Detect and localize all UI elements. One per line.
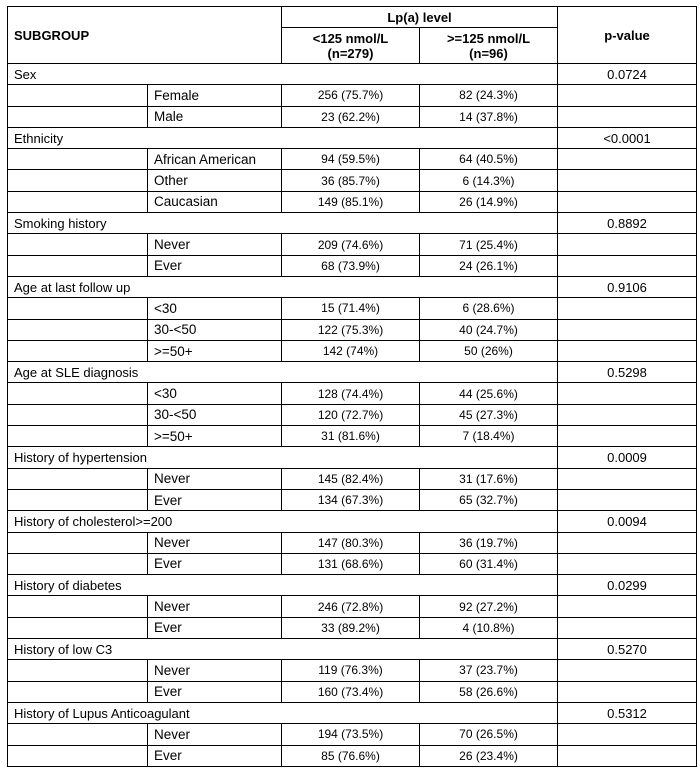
- indent-cell: [8, 234, 148, 255]
- group-empty-cell: [420, 64, 558, 85]
- indent-cell: [8, 255, 148, 276]
- level-label: 30-<50: [148, 319, 282, 340]
- low-count: 31 (81.6%): [282, 426, 420, 447]
- group-empty-cell: [420, 276, 558, 297]
- group-p-value: 0.9106: [558, 276, 697, 297]
- group-p-value: 0.0299: [558, 575, 697, 596]
- group-p-value: 0.5298: [558, 362, 697, 383]
- indent-cell: [8, 106, 148, 127]
- header-subgroup: SUBGROUP: [8, 7, 282, 64]
- group-empty-cell: [282, 127, 420, 148]
- table-row: [8, 724, 697, 745]
- indent-cell: [8, 85, 148, 106]
- indent-cell: [8, 319, 148, 340]
- group-row: [8, 64, 697, 85]
- high-count: 14 (37.8%): [420, 106, 558, 127]
- level-label: Never: [148, 234, 282, 255]
- table-row: [8, 681, 697, 702]
- high-count: 6 (14.3%): [420, 170, 558, 191]
- group-empty-cell: [282, 639, 420, 660]
- p-value-empty: [558, 596, 697, 617]
- low-count: 209 (74.6%): [282, 234, 420, 255]
- p-value-empty: [558, 660, 697, 681]
- table-row: [8, 532, 697, 553]
- low-count: 128 (74.4%): [282, 383, 420, 404]
- low-count: 160 (73.4%): [282, 681, 420, 702]
- low-count: 23 (62.2%): [282, 106, 420, 127]
- level-label: Female: [148, 85, 282, 106]
- level-label: <30: [148, 383, 282, 404]
- indent-cell: [8, 191, 148, 212]
- high-count: 31 (17.6%): [420, 468, 558, 489]
- group-p-value: 0.0009: [558, 447, 697, 468]
- subgroup-table: [7, 6, 697, 767]
- p-value-empty: [558, 234, 697, 255]
- high-count: 65 (32.7%): [420, 489, 558, 510]
- indent-cell: [8, 149, 148, 170]
- table-row: [8, 191, 697, 212]
- level-label: >=50+: [148, 340, 282, 361]
- low-count: 94 (59.5%): [282, 149, 420, 170]
- high-count: 44 (25.6%): [420, 383, 558, 404]
- p-value-empty: [558, 191, 697, 212]
- level-label: Ever: [148, 617, 282, 638]
- high-count: 70 (26.5%): [420, 724, 558, 745]
- level-label: Never: [148, 724, 282, 745]
- group-row: [8, 362, 697, 383]
- table-body: [8, 64, 697, 767]
- group-empty-cell: [282, 362, 420, 383]
- group-row: [8, 575, 697, 596]
- group-name: History of diabetes: [8, 575, 282, 596]
- level-label: Male: [148, 106, 282, 127]
- level-label: <30: [148, 298, 282, 319]
- group-empty-cell: [420, 575, 558, 596]
- table-row: [8, 298, 697, 319]
- header-high-group: >=125 nmol/L (n=96): [420, 28, 558, 64]
- header-p-value: p-value: [558, 7, 697, 64]
- group-name: Smoking history: [8, 213, 282, 234]
- low-count: 33 (89.2%): [282, 617, 420, 638]
- indent-cell: [8, 298, 148, 319]
- table-row: [8, 404, 697, 425]
- group-empty-cell: [420, 639, 558, 660]
- high-count: 60 (31.4%): [420, 553, 558, 574]
- group-empty-cell: [420, 702, 558, 723]
- high-count: 26 (23.4%): [420, 745, 558, 766]
- table-row: [8, 383, 697, 404]
- group-empty-cell: [420, 447, 558, 468]
- group-name: Age at SLE diagnosis: [8, 362, 282, 383]
- indent-cell: [8, 660, 148, 681]
- table-row: [8, 106, 697, 127]
- group-p-value: 0.5270: [558, 639, 697, 660]
- group-name: History of cholesterol>=200: [8, 511, 282, 532]
- indent-cell: [8, 468, 148, 489]
- indent-cell: [8, 745, 148, 766]
- low-count: 131 (68.6%): [282, 553, 420, 574]
- indent-cell: [8, 170, 148, 191]
- low-count: 145 (82.4%): [282, 468, 420, 489]
- level-label: Ever: [148, 681, 282, 702]
- table-row: [8, 340, 697, 361]
- table-row: [8, 255, 697, 276]
- group-name: Age at last follow up: [8, 276, 282, 297]
- low-count: 85 (76.6%): [282, 745, 420, 766]
- indent-cell: [8, 617, 148, 638]
- low-count: 122 (75.3%): [282, 319, 420, 340]
- group-p-value: 0.0094: [558, 511, 697, 532]
- indent-cell: [8, 383, 148, 404]
- group-row: [8, 127, 697, 148]
- low-count: 120 (72.7%): [282, 404, 420, 425]
- group-p-value: 0.0724: [558, 64, 697, 85]
- table-row: [8, 745, 697, 766]
- p-value-empty: [558, 340, 697, 361]
- level-label: Never: [148, 468, 282, 489]
- low-count: 119 (76.3%): [282, 660, 420, 681]
- low-count: 68 (73.9%): [282, 255, 420, 276]
- group-empty-cell: [420, 127, 558, 148]
- group-p-value: <0.0001: [558, 127, 697, 148]
- group-p-value: 0.8892: [558, 213, 697, 234]
- p-value-empty: [558, 553, 697, 574]
- p-value-empty: [558, 298, 697, 319]
- table-row: [8, 489, 697, 510]
- level-label: 30-<50: [148, 404, 282, 425]
- group-name: History of low C3: [8, 639, 282, 660]
- group-name: History of Lupus Anticoagulant: [8, 702, 282, 723]
- group-row: [8, 276, 697, 297]
- indent-cell: [8, 596, 148, 617]
- low-count: 142 (74%): [282, 340, 420, 361]
- level-label: Never: [148, 660, 282, 681]
- level-label: >=50+: [148, 426, 282, 447]
- p-value-empty: [558, 617, 697, 638]
- high-count: 40 (24.7%): [420, 319, 558, 340]
- table-row: [8, 85, 697, 106]
- group-empty-cell: [282, 276, 420, 297]
- indent-cell: [8, 532, 148, 553]
- p-value-empty: [558, 170, 697, 191]
- p-value-empty: [558, 149, 697, 170]
- low-count: 149 (85.1%): [282, 191, 420, 212]
- level-label: Ever: [148, 489, 282, 510]
- group-name: Ethnicity: [8, 127, 282, 148]
- high-count: 45 (27.3%): [420, 404, 558, 425]
- level-label: Caucasian: [148, 191, 282, 212]
- p-value-empty: [558, 106, 697, 127]
- high-count: 7 (18.4%): [420, 426, 558, 447]
- indent-cell: [8, 553, 148, 574]
- level-label: African American: [148, 149, 282, 170]
- low-count: 15 (71.4%): [282, 298, 420, 319]
- group-row: [8, 639, 697, 660]
- header-low-group: <125 nmol/L (n=279): [282, 28, 420, 64]
- indent-cell: [8, 724, 148, 745]
- group-empty-cell: [282, 511, 420, 532]
- indent-cell: [8, 404, 148, 425]
- group-empty-cell: [282, 213, 420, 234]
- p-value-empty: [558, 85, 697, 106]
- level-label: Never: [148, 596, 282, 617]
- table-row: [8, 149, 697, 170]
- low-count: 256 (75.7%): [282, 85, 420, 106]
- table-row: [8, 426, 697, 447]
- group-p-value: 0.5312: [558, 702, 697, 723]
- high-count: 82 (24.3%): [420, 85, 558, 106]
- p-value-empty: [558, 383, 697, 404]
- group-row: [8, 447, 697, 468]
- indent-cell: [8, 340, 148, 361]
- table-row: [8, 553, 697, 574]
- group-row: [8, 702, 697, 723]
- level-label: Ever: [148, 553, 282, 574]
- high-count: 58 (26.6%): [420, 681, 558, 702]
- table-row: [8, 170, 697, 191]
- p-value-empty: [558, 426, 697, 447]
- low-count: 36 (85.7%): [282, 170, 420, 191]
- p-value-empty: [558, 724, 697, 745]
- level-label: Ever: [148, 745, 282, 766]
- group-name: Sex: [8, 64, 282, 85]
- low-count: 246 (72.8%): [282, 596, 420, 617]
- group-row: [8, 213, 697, 234]
- group-empty-cell: [282, 447, 420, 468]
- group-empty-cell: [282, 702, 420, 723]
- high-count: 36 (19.7%): [420, 532, 558, 553]
- group-empty-cell: [420, 511, 558, 532]
- level-label: Never: [148, 532, 282, 553]
- p-value-empty: [558, 404, 697, 425]
- high-count: 26 (14.9%): [420, 191, 558, 212]
- low-count: 194 (73.5%): [282, 724, 420, 745]
- high-count: 4 (10.8%): [420, 617, 558, 638]
- indent-cell: [8, 489, 148, 510]
- group-empty-cell: [420, 362, 558, 383]
- high-count: 37 (23.7%): [420, 660, 558, 681]
- high-count: 71 (25.4%): [420, 234, 558, 255]
- level-label: Ever: [148, 255, 282, 276]
- table-row: [8, 617, 697, 638]
- group-row: [8, 511, 697, 532]
- high-count: 24 (26.1%): [420, 255, 558, 276]
- table-row: [8, 234, 697, 255]
- p-value-empty: [558, 745, 697, 766]
- high-count: 92 (27.2%): [420, 596, 558, 617]
- p-value-empty: [558, 319, 697, 340]
- group-name: History of hypertension: [8, 447, 282, 468]
- table-row: [8, 319, 697, 340]
- table-row: [8, 660, 697, 681]
- high-count: 50 (26%): [420, 340, 558, 361]
- p-value-empty: [558, 255, 697, 276]
- group-empty-cell: [282, 64, 420, 85]
- p-value-empty: [558, 681, 697, 702]
- low-count: 134 (67.3%): [282, 489, 420, 510]
- p-value-empty: [558, 532, 697, 553]
- table-row: [8, 468, 697, 489]
- group-empty-cell: [282, 575, 420, 596]
- low-count: 147 (80.3%): [282, 532, 420, 553]
- high-count: 6 (28.6%): [420, 298, 558, 319]
- high-count: 64 (40.5%): [420, 149, 558, 170]
- header-lpa-level: Lp(a) level: [282, 7, 558, 28]
- indent-cell: [8, 426, 148, 447]
- level-label: Other: [148, 170, 282, 191]
- p-value-empty: [558, 489, 697, 510]
- group-empty-cell: [420, 213, 558, 234]
- indent-cell: [8, 681, 148, 702]
- p-value-empty: [558, 468, 697, 489]
- table-row: [8, 596, 697, 617]
